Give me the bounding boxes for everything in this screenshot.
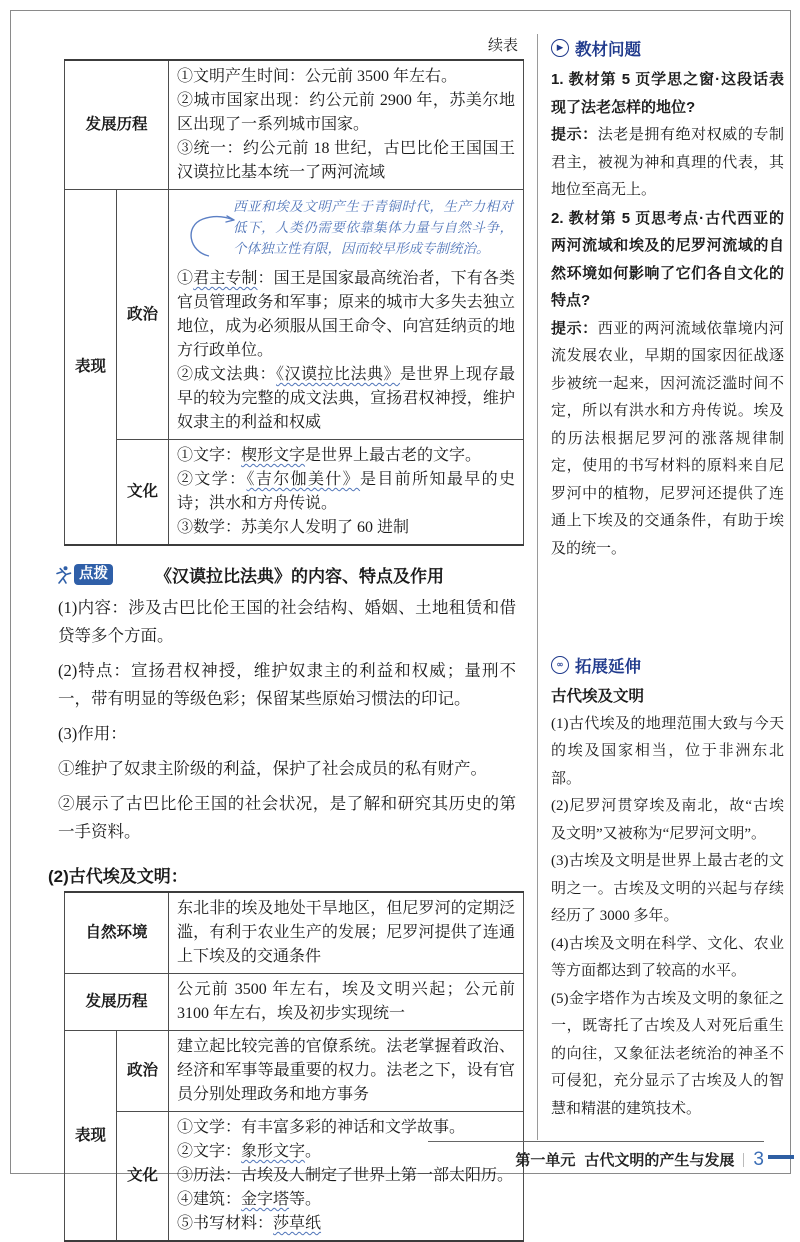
footer-dash [768, 1155, 794, 1159]
extension-header [551, 653, 784, 677]
table-row [65, 974, 524, 1031]
hint-text: 西亚的两河流域依靠境内河流发展农业，早期的国家因征战逐步被统一起来，因河流泛滥时间不定，所以有洪水和方舟传说。埃及的历法根据尼罗河的涨落规律制定，使用的书写材料的原料来自尼罗河中的植物，尼罗河还提供了连通上下埃及的交通条件，有助于埃及的统一。 [551, 320, 784, 557]
sub-label-culture: 文化 [117, 1112, 169, 1242]
row-label-development: 发展历程 [65, 60, 169, 190]
hint-text: 法老是拥有绝对权威的专制君主，被视为神和真理的代表，其地位至高无上。 [551, 127, 784, 198]
mesopotamia-table [64, 59, 524, 546]
table-line: ③数学：苏美尔人发明了 60 进制 [177, 519, 410, 536]
question-1: 1. 教材第 5 页学思之窗·这段话表现了法老怎样的地位? [551, 71, 784, 116]
table-line: ③统一：约公元前 18 世纪，古巴比伦王国国王汉谟拉比基本统一了两河流域 [177, 140, 515, 181]
tips-header [54, 562, 516, 587]
play-circle-icon: ▶ [551, 39, 569, 57]
curved-arrow-icon [181, 208, 239, 258]
sidebar-column [551, 36, 784, 1123]
table-line: ②城市国家出现：约公元前 2900 年，苏美尔地区出现了一系列城市国家。 [177, 92, 515, 133]
runner-icon [54, 565, 72, 585]
main-column [46, 34, 528, 1242]
table-row [65, 892, 524, 974]
row-label-manifestation: 表现 [65, 1031, 117, 1242]
culture-content-cell [169, 440, 524, 546]
table-row [65, 190, 524, 440]
extension-item: (2)尼罗河贯穿埃及南北，故“古埃及文明”又被称为“尼罗河文明”。 [551, 798, 784, 842]
table-row [65, 1031, 524, 1112]
page-number: 3 [753, 1149, 764, 1170]
key-term: 《吉尔伽美什》 [246, 471, 361, 488]
handwritten-note-text: 西亚和埃及文明产生于青铜时代，生产力相对低下，人类仍需要依靠集体力量与自然斗争，个体独立性有限，因而较早形成专制统治。 [233, 199, 513, 256]
textbook-questions-header [551, 36, 784, 60]
hint-1 [551, 121, 784, 205]
sub-label-politics: 政治 [117, 1031, 169, 1112]
hint-label: 提示： [551, 126, 598, 143]
extension-item: (1)古代埃及的地理范围大致与今天的埃及国家相当，位于非洲东北部。 [551, 715, 784, 787]
key-term: 君主专制 [193, 270, 258, 287]
table-row [65, 440, 524, 546]
row-label-manifestation: 表现 [65, 190, 117, 546]
tips-paragraph: (2)特点：宣扬君权神授，维护奴隶主的利益和权威；量刑不一，带有明显的等级色彩；保留某些原始习惯法的印记。 [58, 661, 516, 708]
development-content-cell [169, 60, 524, 190]
table-line: ②成文法典：《汉谟拉比法典》是世界上现存最早的较为完整的成文法典，宣扬君权神授，维护奴隶主的利益和权威 [177, 366, 515, 431]
tips-paragraph: ①维护了奴隶主阶级的利益，保护了社会成员的私有财产。 [58, 759, 487, 778]
table-line: ②文学：《吉尔伽美什》是目前所知最早的史诗；洪水和方舟传说。 [177, 471, 515, 512]
development-content-cell: 公元前 3500 年左右，埃及文明兴起；公元前 3100 年左右，埃及初步实现统一 [169, 974, 524, 1031]
politics-content-cell [169, 190, 524, 440]
extension-item: (5)金字塔作为古埃及文明的象征之一，既寄托了古埃及人对死后重生的向往，又象征法老统治的神圣不可侵犯，充分显示了古埃及人的智慧和精湛的建筑技术。 [551, 990, 784, 1117]
table-line: ④建筑：金字塔等。 [177, 1191, 322, 1208]
table-line: ③历法：古埃及人制定了世界上第一部太阳历。 [177, 1167, 514, 1184]
table-line: ①文明产生时间：公元前 3500 年左右。 [177, 68, 458, 85]
row-label-environment: 自然环境 [65, 892, 169, 974]
egypt-section-heading: (2)古代埃及文明： [48, 867, 188, 886]
politics-content-cell: 建立起比较完善的官僚系统。法老掌握着政治、经济和军事等最重要的权力。法老之下，设有官员分别处理政务和地方事务 [169, 1031, 524, 1112]
key-term: 金字塔 [241, 1191, 290, 1208]
key-term: 楔形文字 [241, 447, 306, 464]
table-line: ①君主专制：国王是国家最高统治者，下有各类官员管理政务和军事；原来的城市大多失去独立地位，成为必须服从国王命令、向宫廷纳贡的地方行政单位。 [177, 270, 515, 359]
table-line: ①文字：楔形文字是世界上最古老的文字。 [177, 447, 482, 464]
table-row [65, 60, 524, 190]
table-row [65, 1112, 524, 1242]
hint-2 [551, 315, 784, 564]
continued-table-label: 续表 [487, 38, 518, 54]
footer-unit-title: 古代文明的产生与发展 [584, 1153, 735, 1169]
handwritten-annotation [177, 194, 515, 267]
sub-label-politics: 政治 [117, 190, 169, 440]
question-2: 2. 教材第 5 页思考点·古代西亚的两河流域和埃及的尼罗河流域的自然环境如何影响了它们各自文化的特点? [551, 209, 784, 309]
row-label-development: 发展历程 [65, 974, 169, 1031]
extension-item: (4)古埃及文明在科学、文化、农业等方面都达到了较高的水平。 [551, 935, 784, 979]
environment-content-cell: 东北非的埃及地处干旱地区，但尼罗河的定期泛滥，有利于农业生产的发展；尼罗河提供了连通上下埃及的交通条件 [169, 892, 524, 974]
extension-item: (3)古埃及文明是世界上最古老的文明之一。古埃及文明的兴起与存续经历了 3000 多年。 [551, 853, 784, 924]
culture-content-cell [169, 1112, 524, 1242]
egypt-table [64, 891, 524, 1242]
tips-title: 《汉谟拉比法典》的内容、特点及作用 [155, 567, 444, 586]
tips-section [54, 562, 516, 846]
footer-unit: 第一单元 [515, 1153, 576, 1169]
tips-badge: 点拨 [74, 564, 113, 585]
tips-paragraph: (3)作用： [58, 724, 127, 743]
sub-label-culture: 文化 [117, 440, 169, 546]
infinity-circle-icon: ∞ [551, 656, 569, 674]
table-line: ⑤书写材料：莎草纸 [177, 1215, 322, 1232]
key-term: 象形文字 [241, 1143, 306, 1160]
hint-label: 提示： [551, 319, 598, 337]
key-term: 莎草纸 [273, 1215, 322, 1232]
extension-subtitle: 古代埃及文明 [551, 688, 645, 705]
table-line: ①文学：有丰富多彩的神话和文学故事。 [177, 1119, 466, 1136]
extension-title: 拓展延伸 [575, 658, 641, 676]
column-divider [537, 34, 538, 1140]
key-term: 《汉谟拉比法典》 [276, 366, 400, 383]
tips-paragraph: ②展示了古巴比伦王国的社会状况，是了解和研究其历史的第一手资料。 [58, 794, 516, 841]
textbook-questions-title: 教材问题 [575, 41, 641, 59]
page-footer [428, 1141, 764, 1171]
footer-separator [743, 1153, 744, 1167]
table-line: ②文字：象形文字。 [177, 1143, 322, 1160]
tips-paragraph: (1)内容：涉及古巴比伦王国的社会结构、婚姻、土地租赁和借贷等多个方面。 [58, 598, 516, 645]
